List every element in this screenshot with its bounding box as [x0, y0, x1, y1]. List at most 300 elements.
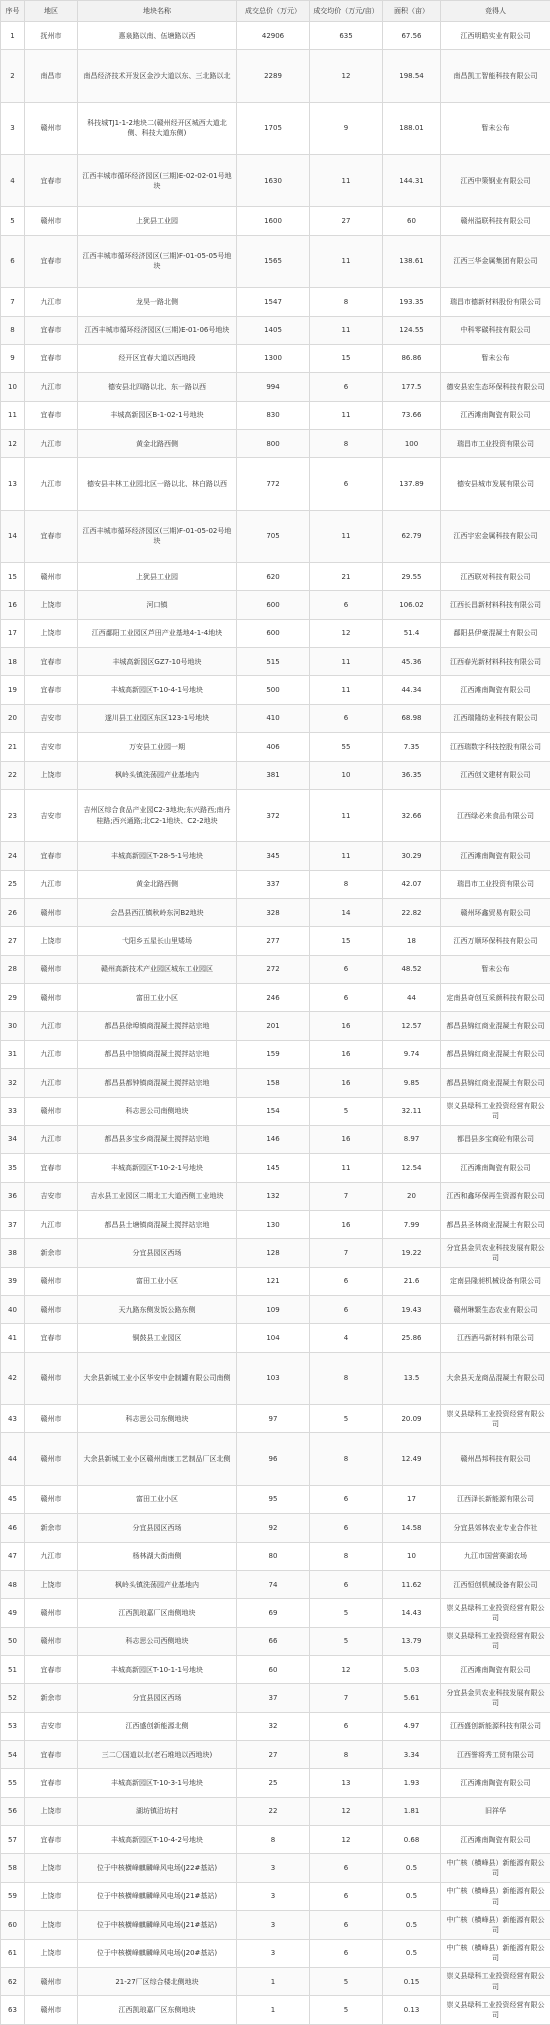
cell-buyer: 江西誉将秀工贸有限公司	[441, 1741, 550, 1769]
table-row	[1, 1996, 550, 2025]
cell-index: 38	[1, 1239, 25, 1267]
table-row	[1, 510, 550, 562]
cell-area: 188.01	[383, 102, 441, 154]
cell-index: 52	[1, 1684, 25, 1712]
cell-unit-price: 5	[310, 1405, 383, 1433]
cell-parcel-name: 上犹县工业园	[78, 563, 237, 591]
cell-buyer: 江西绿必来食品有限公司	[441, 789, 550, 841]
cell-total-price: 246	[237, 984, 310, 1012]
table-row	[1, 1514, 550, 1542]
table-row	[1, 955, 550, 983]
cell-region: 赣州市	[25, 1433, 78, 1485]
cell-buyer: 大余县天龙商品混凝土有限公司	[441, 1352, 550, 1404]
cell-parcel-name: 丰城高新园区T-10-4-2号地块	[78, 1826, 237, 1854]
cell-parcel-name: 湖坊镇沿坊村	[78, 1797, 237, 1825]
cell-buyer: 旧祥华	[441, 1797, 550, 1825]
cell-parcel-name: 惠泉路以南、伍塘路以西	[78, 22, 237, 50]
cell-unit-price: 21	[310, 563, 383, 591]
cell-buyer: 分宜县金贝农业科技发展有限公司	[441, 1239, 550, 1267]
cell-parcel-name: 21-27厂区综合楼北侧地块	[78, 1967, 237, 1995]
cell-parcel-name: 遂川县工业园区东区123-1号地块	[78, 704, 237, 732]
cell-unit-price: 6	[310, 591, 383, 619]
cell-parcel-name: 科技城TJ1-1-2地块二(赣州经开区城西大道北侧、科技大道东侧)	[78, 102, 237, 154]
cell-area: 138.61	[383, 235, 441, 287]
cell-index: 28	[1, 955, 25, 983]
table-row	[1, 102, 550, 154]
cell-unit-price: 8	[310, 870, 383, 898]
cell-parcel-name: 富田工业小区	[78, 1267, 237, 1295]
cell-region: 宜春市	[25, 1741, 78, 1769]
cell-unit-price: 7	[310, 1684, 383, 1712]
cell-buyer: 江西恒创机械设备有限公司	[441, 1570, 550, 1598]
table-row	[1, 676, 550, 704]
cell-region: 九江市	[25, 870, 78, 898]
cell-total-price: 158	[237, 1069, 310, 1097]
cell-parcel-name: 上犹县工业园	[78, 207, 237, 235]
table-row	[1, 1882, 550, 1910]
cell-total-price: 328	[237, 898, 310, 926]
cell-unit-price: 6	[310, 458, 383, 510]
cell-parcel-name: 丰城高新园区T-28-5-1号地块	[78, 842, 237, 870]
table-row	[1, 155, 550, 207]
cell-region: 宜春市	[25, 155, 78, 207]
cell-index: 54	[1, 1741, 25, 1769]
cell-area: 13.79	[383, 1627, 441, 1655]
cell-index: 51	[1, 1655, 25, 1683]
cell-index: 63	[1, 1996, 25, 2025]
cell-unit-price: 11	[310, 316, 383, 344]
cell-total-price: 146	[237, 1125, 310, 1153]
cell-parcel-name: 德安县丰林工业园北区一路以北、林白路以西	[78, 458, 237, 510]
cell-index: 62	[1, 1967, 25, 1995]
cell-parcel-name: 杨林湖大街南侧	[78, 1542, 237, 1570]
cell-total-price: 1547	[237, 288, 310, 316]
cell-buyer: 都昌县圣林商业混凝土有限公司	[441, 1210, 550, 1238]
cell-area: 0.68	[383, 1826, 441, 1854]
cell-index: 48	[1, 1570, 25, 1598]
cell-index: 2	[1, 50, 25, 102]
cell-parcel-name: 位于中核横峰麒麟峰风电场(J21#基站)	[78, 1882, 237, 1910]
cell-total-price: 277	[237, 927, 310, 955]
cell-unit-price: 16	[310, 1125, 383, 1153]
cell-area: 32.11	[383, 1097, 441, 1125]
cell-buyer: 崇义县绿科工业投资经营有限公司	[441, 1599, 550, 1627]
cell-parcel-name: 都昌县都钟镇商混凝土搅拌站宗地	[78, 1069, 237, 1097]
table-row	[1, 207, 550, 235]
table-row	[1, 1210, 550, 1238]
cell-total-price: 37	[237, 1684, 310, 1712]
cell-index: 3	[1, 102, 25, 154]
cell-buyer: 定南县奇创互采颜科技有限公司	[441, 984, 550, 1012]
table-row	[1, 1741, 550, 1769]
table-row	[1, 591, 550, 619]
table-row	[1, 1627, 550, 1655]
cell-region: 九江市	[25, 1210, 78, 1238]
cell-total-price: 121	[237, 1267, 310, 1295]
cell-buyer: 江西春光新材料科技有限公司	[441, 648, 550, 676]
cell-index: 59	[1, 1882, 25, 1910]
table-row	[1, 1012, 550, 1040]
table-row	[1, 458, 550, 510]
cell-buyer: 瑞昌市工业投资有限公司	[441, 870, 550, 898]
cell-index: 40	[1, 1296, 25, 1324]
cell-total-price: 74	[237, 1570, 310, 1598]
cell-total-price: 1565	[237, 235, 310, 287]
cell-unit-price: 10	[310, 761, 383, 789]
cell-index: 41	[1, 1324, 25, 1352]
cell-parcel-name: 科志思公司南侧地块	[78, 1097, 237, 1125]
cell-region: 赣州市	[25, 1996, 78, 2025]
cell-index: 37	[1, 1210, 25, 1238]
cell-total-price: 1300	[237, 344, 310, 372]
table-row	[1, 1854, 550, 1882]
cell-region: 上饶市	[25, 619, 78, 647]
cell-area: 198.54	[383, 50, 441, 102]
table-row	[1, 316, 550, 344]
cell-region: 九江市	[25, 1012, 78, 1040]
cell-unit-price: 15	[310, 927, 383, 955]
cell-area: 20	[383, 1182, 441, 1210]
cell-total-price: 3	[237, 1854, 310, 1882]
cell-area: 86.86	[383, 344, 441, 372]
cell-buyer: 江西创文建材有限公司	[441, 761, 550, 789]
cell-area: 0.5	[383, 1882, 441, 1910]
table-row	[1, 1296, 550, 1324]
cell-area: 13.5	[383, 1352, 441, 1404]
cell-area: 12.57	[383, 1012, 441, 1040]
table-row	[1, 1267, 550, 1295]
table-row	[1, 1542, 550, 1570]
table-row	[1, 870, 550, 898]
cell-area: 20.09	[383, 1405, 441, 1433]
cell-index: 24	[1, 842, 25, 870]
cell-unit-price: 11	[310, 510, 383, 562]
table-row	[1, 1324, 550, 1352]
cell-area: 32.66	[383, 789, 441, 841]
cell-region: 赣州市	[25, 1405, 78, 1433]
cell-parcel-name: 分宜县园区西场	[78, 1514, 237, 1542]
cell-area: 22.82	[383, 898, 441, 926]
cell-total-price: 60	[237, 1655, 310, 1683]
cell-buyer: 江西三华金属集团有限公司	[441, 235, 550, 287]
cell-parcel-name: 三二〇国道以北(老石堆地以西地块)	[78, 1741, 237, 1769]
cell-region: 上饶市	[25, 761, 78, 789]
cell-region: 宜春市	[25, 648, 78, 676]
cell-parcel-name: 丰城高新园区T-10-1-1号地块	[78, 1655, 237, 1683]
table-row	[1, 22, 550, 50]
cell-region: 宜春市	[25, 1769, 78, 1797]
cell-index: 42	[1, 1352, 25, 1404]
cell-buyer: 江西长昌新材料科技有限公司	[441, 591, 550, 619]
cell-parcel-name: 吉水县工业园区二期北工大道西侧工业地块	[78, 1182, 237, 1210]
cell-parcel-name: 位于中核横峰麒麟峰风电场(J21#基站)	[78, 1911, 237, 1939]
cell-parcel-name: 富田工业小区	[78, 984, 237, 1012]
table-row	[1, 1352, 550, 1404]
cell-unit-price: 11	[310, 1154, 383, 1182]
cell-parcel-name: 丰城高新园区B-1-02-1号地块	[78, 401, 237, 429]
cell-index: 56	[1, 1797, 25, 1825]
cell-index: 5	[1, 207, 25, 235]
cell-unit-price: 9	[310, 102, 383, 154]
cell-area: 45.36	[383, 648, 441, 676]
cell-index: 1	[1, 22, 25, 50]
cell-area: 1.81	[383, 1797, 441, 1825]
cell-total-price: 994	[237, 373, 310, 401]
cell-parcel-name: 黄金北路西侧	[78, 429, 237, 457]
cell-total-price: 130	[237, 1210, 310, 1238]
cell-unit-price: 16	[310, 1069, 383, 1097]
table-row	[1, 563, 550, 591]
cell-buyer: 暂未公布	[441, 102, 550, 154]
table-row	[1, 1599, 550, 1627]
cell-buyer: 江西万顺环保科技有限公司	[441, 927, 550, 955]
cell-index: 26	[1, 898, 25, 926]
cell-parcel-name: 科志思公司西侧地块	[78, 1627, 237, 1655]
cell-region: 赣州市	[25, 1097, 78, 1125]
cell-total-price: 128	[237, 1239, 310, 1267]
cell-area: 12.54	[383, 1154, 441, 1182]
cell-region: 吉安市	[25, 789, 78, 841]
cell-total-price: 830	[237, 401, 310, 429]
cell-index: 60	[1, 1911, 25, 1939]
cell-region: 宜春市	[25, 1655, 78, 1683]
cell-parcel-name: 分宜县园区西场	[78, 1239, 237, 1267]
cell-buyer: 都昌县锦红商业混凝土有限公司	[441, 1012, 550, 1040]
cell-buyer: 九江市国营赛湖农场	[441, 1542, 550, 1570]
table-row	[1, 984, 550, 1012]
cell-buyer: 中广核（横峰县）新能源有限公司	[441, 1911, 550, 1939]
cell-index: 55	[1, 1769, 25, 1797]
cell-total-price: 1705	[237, 102, 310, 154]
cell-area: 106.02	[383, 591, 441, 619]
cell-parcel-name: 都昌县多宝乡商混凝土搅拌站宗地	[78, 1125, 237, 1153]
header-area: 面积（亩）	[383, 1, 441, 22]
cell-total-price: 159	[237, 1040, 310, 1068]
cell-total-price: 345	[237, 842, 310, 870]
cell-index: 31	[1, 1040, 25, 1068]
cell-region: 九江市	[25, 429, 78, 457]
cell-area: 137.89	[383, 458, 441, 510]
cell-area: 73.66	[383, 401, 441, 429]
cell-unit-price: 12	[310, 50, 383, 102]
cell-region: 上饶市	[25, 591, 78, 619]
cell-total-price: 92	[237, 1514, 310, 1542]
cell-unit-price: 6	[310, 1882, 383, 1910]
cell-area: 60	[383, 207, 441, 235]
cell-total-price: 132	[237, 1182, 310, 1210]
cell-total-price: 201	[237, 1012, 310, 1040]
cell-region: 九江市	[25, 1542, 78, 1570]
cell-index: 14	[1, 510, 25, 562]
cell-unit-price: 5	[310, 1996, 383, 2025]
cell-region: 赣州市	[25, 1485, 78, 1513]
cell-buyer: 暂未公布	[441, 955, 550, 983]
cell-area: 3.34	[383, 1741, 441, 1769]
cell-buyer: 南昌凯工智能科技有限公司	[441, 50, 550, 102]
cell-parcel-name: 吉州区综合食品产业园C2-3地块;东兴路西;南丹桂路;西兴通路;北C2-1地块、C2-2地块	[78, 789, 237, 841]
cell-region: 新余市	[25, 1514, 78, 1542]
cell-total-price: 515	[237, 648, 310, 676]
cell-area: 21.6	[383, 1267, 441, 1295]
cell-area: 0.5	[383, 1854, 441, 1882]
cell-index: 27	[1, 927, 25, 955]
cell-index: 43	[1, 1405, 25, 1433]
cell-total-price: 145	[237, 1154, 310, 1182]
cell-buyer: 中广核（横峰县）新能源有限公司	[441, 1939, 550, 1967]
table-row	[1, 1097, 550, 1125]
cell-region: 赣州市	[25, 1267, 78, 1295]
cell-unit-price: 11	[310, 401, 383, 429]
cell-index: 35	[1, 1154, 25, 1182]
cell-region: 赣州市	[25, 102, 78, 154]
table-row	[1, 927, 550, 955]
cell-region: 赣州市	[25, 1627, 78, 1655]
cell-index: 45	[1, 1485, 25, 1513]
cell-parcel-name: 黄金北路西侧	[78, 870, 237, 898]
cell-unit-price: 11	[310, 648, 383, 676]
table-row	[1, 648, 550, 676]
table-row	[1, 1655, 550, 1683]
cell-area: 5.61	[383, 1684, 441, 1712]
cell-total-price: 372	[237, 789, 310, 841]
cell-buyer: 江西泽长新能源有限公司	[441, 1485, 550, 1513]
cell-area: 25.86	[383, 1324, 441, 1352]
table-row	[1, 50, 550, 102]
cell-parcel-name: 经开区宜春大道以西地段	[78, 344, 237, 372]
table-row	[1, 1712, 550, 1740]
cell-buyer: 分宜县郊林农业专业合作社	[441, 1514, 550, 1542]
cell-total-price: 96	[237, 1433, 310, 1485]
cell-total-price: 1	[237, 1996, 310, 2025]
cell-region: 宜春市	[25, 235, 78, 287]
cell-region: 宜春市	[25, 401, 78, 429]
cell-parcel-name: 江西丰城市循环经济园区(三期)E-02-02-01号地块	[78, 155, 237, 207]
cell-buyer: 都昌县锦红商业混凝土有限公司	[441, 1069, 550, 1097]
cell-unit-price: 11	[310, 235, 383, 287]
cell-area: 10	[383, 1542, 441, 1570]
cell-index: 16	[1, 591, 25, 619]
cell-region: 宜春市	[25, 344, 78, 372]
cell-unit-price: 11	[310, 842, 383, 870]
cell-index: 46	[1, 1514, 25, 1542]
cell-index: 17	[1, 619, 25, 647]
cell-region: 吉安市	[25, 733, 78, 761]
cell-area: 19.22	[383, 1239, 441, 1267]
cell-index: 33	[1, 1097, 25, 1125]
cell-buyer: 江西滩南陶瓷有限公司	[441, 1826, 550, 1854]
cell-area: 48.52	[383, 955, 441, 983]
cell-index: 18	[1, 648, 25, 676]
cell-area: 62.79	[383, 510, 441, 562]
cell-parcel-name: 江西凯琅嘉厂区南侧地块	[78, 1599, 237, 1627]
cell-buyer: 赣州琳繁生态农业有限公司	[441, 1296, 550, 1324]
cell-region: 抚州市	[25, 22, 78, 50]
table-body	[1, 22, 550, 2025]
cell-parcel-name: 丰城高新园区GZ7-10号地块	[78, 648, 237, 676]
table-row	[1, 1769, 550, 1797]
cell-total-price: 104	[237, 1324, 310, 1352]
cell-buyer: 崇义县绿科工业投资经营有限公司	[441, 1967, 550, 1995]
cell-region: 赣州市	[25, 207, 78, 235]
cell-unit-price: 6	[310, 1570, 383, 1598]
cell-buyer: 崇义县绿科工业投资经营有限公司	[441, 1996, 550, 2025]
table-row	[1, 1405, 550, 1433]
cell-buyer: 崇义县绿科工业投资经营有限公司	[441, 1627, 550, 1655]
cell-unit-price: 13	[310, 1769, 383, 1797]
cell-total-price: 2289	[237, 50, 310, 102]
cell-total-price: 1630	[237, 155, 310, 207]
cell-unit-price: 6	[310, 373, 383, 401]
cell-index: 58	[1, 1854, 25, 1882]
cell-unit-price: 12	[310, 1826, 383, 1854]
cell-region: 宜春市	[25, 1826, 78, 1854]
cell-index: 32	[1, 1069, 25, 1097]
cell-area: 67.56	[383, 22, 441, 50]
cell-region: 赣州市	[25, 1296, 78, 1324]
cell-buyer: 江西酒马新材料有限公司	[441, 1324, 550, 1352]
cell-unit-price: 8	[310, 1352, 383, 1404]
cell-region: 九江市	[25, 1040, 78, 1068]
cell-unit-price: 6	[310, 1485, 383, 1513]
cell-total-price: 32	[237, 1712, 310, 1740]
cell-unit-price: 6	[310, 1911, 383, 1939]
cell-region: 吉安市	[25, 1712, 78, 1740]
cell-buyer: 江西和鑫环保再生资源有限公司	[441, 1182, 550, 1210]
cell-area: 9.74	[383, 1040, 441, 1068]
cell-buyer: 中广核（横峰县）新能源有限公司	[441, 1882, 550, 1910]
cell-unit-price: 12	[310, 619, 383, 647]
cell-area: 30.29	[383, 842, 441, 870]
table-row	[1, 1485, 550, 1513]
cell-total-price: 42906	[237, 22, 310, 50]
cell-unit-price: 6	[310, 1854, 383, 1882]
cell-buyer: 德安县宏生态环保科技有限公司	[441, 373, 550, 401]
cell-unit-price: 6	[310, 704, 383, 732]
cell-area: 11.62	[383, 1570, 441, 1598]
table-row	[1, 1684, 550, 1712]
cell-area: 177.5	[383, 373, 441, 401]
cell-index: 29	[1, 984, 25, 1012]
cell-area: 0.5	[383, 1939, 441, 1967]
table-row	[1, 1154, 550, 1182]
cell-area: 44.34	[383, 676, 441, 704]
cell-unit-price: 8	[310, 288, 383, 316]
table-row	[1, 619, 550, 647]
cell-unit-price: 6	[310, 1514, 383, 1542]
cell-total-price: 410	[237, 704, 310, 732]
cell-region: 宜春市	[25, 676, 78, 704]
cell-buyer: 赣州溢联科技有限公司	[441, 207, 550, 235]
cell-parcel-name: 富田工业小区	[78, 1485, 237, 1513]
cell-unit-price: 5	[310, 1097, 383, 1125]
cell-unit-price: 6	[310, 955, 383, 983]
cell-parcel-name: 丰城高新园区T-10-2-1号地块	[78, 1154, 237, 1182]
cell-region: 上饶市	[25, 1854, 78, 1882]
cell-buyer: 中科零碳科技有限公司	[441, 316, 550, 344]
cell-area: 17	[383, 1485, 441, 1513]
cell-region: 新余市	[25, 1239, 78, 1267]
table-row	[1, 373, 550, 401]
cell-region: 上饶市	[25, 1911, 78, 1939]
cell-total-price: 8	[237, 1826, 310, 1854]
table-row	[1, 1040, 550, 1068]
cell-index: 47	[1, 1542, 25, 1570]
table-row	[1, 1433, 550, 1485]
cell-total-price: 3	[237, 1882, 310, 1910]
table-row	[1, 761, 550, 789]
cell-index: 36	[1, 1182, 25, 1210]
cell-index: 9	[1, 344, 25, 372]
